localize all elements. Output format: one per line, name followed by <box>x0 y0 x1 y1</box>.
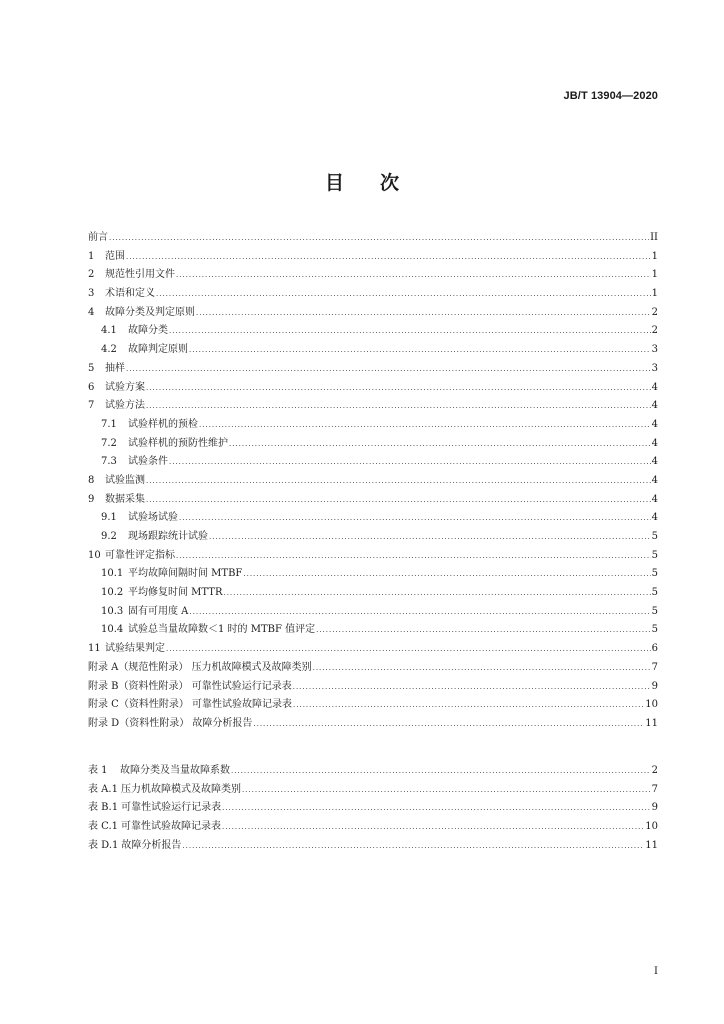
toc-entry-number: 表 B.1 <box>88 802 119 814</box>
dot-leader <box>313 659 651 678</box>
toc-entry-title <box>88 818 221 837</box>
toc-entry-number: 7 <box>88 400 95 412</box>
toc-entry[interactable] <box>88 491 658 510</box>
toc-entry[interactable] <box>88 341 658 360</box>
toc-entry-title <box>88 659 312 678</box>
toc-entry-number: 表 D.1 <box>88 839 119 851</box>
toc-entry-label: 附录 C（资料性附录） 可靠性试验故障记录表 <box>88 699 293 711</box>
toc-entry[interactable] <box>88 678 658 697</box>
toc-entry-page: 3 <box>651 344 658 356</box>
footer-page-number: I <box>654 966 658 977</box>
toc-entry-number: 8 <box>88 474 95 486</box>
dot-leader <box>146 397 651 416</box>
toc-entry[interactable] <box>88 584 658 603</box>
dot-leader <box>209 528 651 547</box>
toc-entry-number: 10 <box>88 549 101 561</box>
dot-leader <box>293 696 644 715</box>
toc-entry-number: 3 <box>88 288 95 300</box>
dot-leader <box>156 285 651 304</box>
toc-entry-page: 9 <box>651 802 658 814</box>
toc-entry-label: 术语和定义 <box>105 288 155 300</box>
toc-entry[interactable] <box>88 621 658 640</box>
toc-entry-label: 抽样 <box>105 362 125 374</box>
toc-entry-label: 试验方案 <box>105 381 145 393</box>
dot-leader <box>126 360 651 379</box>
toc-entry-page: 5 <box>651 549 658 561</box>
toc-entry-page: 4 <box>651 400 658 412</box>
toc-entry-page: 11 <box>645 717 658 729</box>
toc-entry-number: 7.1 <box>101 418 117 430</box>
toc-entry-page: 7 <box>651 661 658 673</box>
toc-entry-page: 4 <box>651 512 658 524</box>
toc-entry-title <box>88 266 175 285</box>
toc-entry[interactable] <box>88 509 658 528</box>
table-list-entry[interactable] <box>88 837 658 856</box>
toc-entry[interactable] <box>88 360 658 379</box>
toc-entry-title <box>88 547 175 566</box>
toc-entry-page: 4 <box>651 437 658 449</box>
toc-entry-label: 故障判定原则 <box>128 344 188 356</box>
dot-leader <box>222 799 651 818</box>
toc-entry-page: 10 <box>645 821 658 833</box>
toc-entry-label: 附录 B（资料性附录） 可靠性试验运行记录表 <box>88 680 292 692</box>
toc-entry-number: 1 <box>88 250 95 262</box>
dot-leader <box>176 266 651 285</box>
toc-entry-title <box>101 565 242 584</box>
toc-entry-number: 9.2 <box>101 531 117 542</box>
toc-entry-title <box>88 678 292 697</box>
toc-entry-title <box>88 837 181 856</box>
toc-entry-label: 规范性引用文件 <box>105 269 175 281</box>
toc-entry-label: 试验场试验 <box>128 512 178 524</box>
table-list-entry[interactable] <box>88 799 658 818</box>
toc-entry-title <box>101 603 188 622</box>
toc-entry[interactable] <box>88 379 658 398</box>
toc-entry-number: 表 C.1 <box>88 821 119 833</box>
toc-entry-title <box>88 379 145 398</box>
toc-entry-label: 试验样机的预防性维护 <box>128 437 228 449</box>
toc-entry-title <box>101 621 315 640</box>
table-list-entry[interactable] <box>88 762 658 781</box>
toc-entry-title <box>101 435 228 454</box>
toc-entry-title <box>88 285 155 304</box>
dot-leader <box>146 491 651 510</box>
toc-entry-page: 5 <box>651 531 658 542</box>
toc-entry-label: 数据采集 <box>105 493 145 505</box>
dot-leader <box>316 621 651 640</box>
toc-entry-title <box>88 696 292 715</box>
toc-entry-label: 可靠性试验故障记录表 <box>121 821 222 833</box>
toc-entry[interactable] <box>88 266 658 285</box>
toc-entry-page: 3 <box>651 362 658 374</box>
toc-entry-label: 范围 <box>105 250 125 262</box>
toc-entry-page: 5 <box>651 605 658 617</box>
dot-leader <box>166 640 651 659</box>
dot-leader <box>109 229 649 248</box>
toc-entry-title <box>88 360 125 379</box>
toc-entry-label: 可靠性试验运行记录表 <box>121 802 222 814</box>
toc-entry-page: 9 <box>651 680 658 692</box>
toc-entry-page: 11 <box>645 839 658 851</box>
toc-entry-title <box>101 509 178 528</box>
toc-entry-number: 表 A.1 <box>88 783 118 795</box>
table-of-contents <box>88 229 658 734</box>
toc-entry-label: 前言 <box>88 232 108 243</box>
toc-entry[interactable] <box>88 322 658 341</box>
toc-entry-page: 7 <box>651 783 658 795</box>
toc-entry-label: 平均故障间隔时间 MTBF <box>128 568 243 580</box>
toc-entry[interactable] <box>88 603 658 622</box>
toc-entry-title <box>101 322 168 341</box>
toc-entry-label: 附录 A（规范性附录） 压力机故障模式及故障类别 <box>88 661 312 673</box>
toc-entry-number: 4.1 <box>101 325 117 337</box>
toc-entry-label: 试验条件 <box>128 456 168 468</box>
toc-entry-label: 故障分析报告 <box>121 839 182 851</box>
toc-entry-title <box>88 397 145 416</box>
toc-entry-page: 4 <box>651 381 658 393</box>
dot-leader <box>189 341 651 360</box>
toc-entry-number: 表 1 <box>88 765 108 776</box>
dot-leader <box>146 472 651 491</box>
dot-leader <box>293 678 651 697</box>
toc-entry-label: 平均修复时间 MTTR <box>128 587 223 599</box>
toc-entry-page: 6 <box>651 643 658 655</box>
toc-entry-page: 1 <box>651 288 658 300</box>
toc-entry-page: 4 <box>651 474 658 486</box>
toc-entry-page: 5 <box>651 587 658 599</box>
toc-entry-label: 压力机故障模式及故障类别 <box>120 783 241 795</box>
standard-code: JB/T 13904—2020 <box>563 90 658 102</box>
toc-entry-page: 2 <box>651 765 658 776</box>
toc-entry[interactable] <box>88 285 658 304</box>
toc-entry-page: 10 <box>645 699 658 711</box>
toc-entry[interactable] <box>88 472 658 491</box>
dot-leader <box>169 322 651 341</box>
toc-entry-number: 10.4 <box>101 624 124 636</box>
dot-leader <box>199 416 651 435</box>
toc-entry-page: 1 <box>651 250 658 262</box>
toc-entry-number: 9.1 <box>101 512 117 524</box>
toc-entry-number: 11 <box>88 643 101 655</box>
toc-entry-number: 7.2 <box>101 437 117 449</box>
list-of-tables <box>88 762 658 855</box>
toc-entry-title <box>88 640 165 659</box>
table-list-entry[interactable] <box>88 818 658 837</box>
dot-leader <box>196 304 651 323</box>
toc-entry-page: 2 <box>651 325 658 337</box>
dot-leader <box>242 781 651 800</box>
toc-entry-page: 5 <box>651 624 658 636</box>
toc-entry[interactable] <box>88 528 658 547</box>
toc-entry-label: 现场跟踪统计试验 <box>128 531 208 542</box>
dot-leader <box>223 584 650 603</box>
toc-entry-label: 固有可用度 A <box>128 605 189 617</box>
dot-leader <box>253 715 644 734</box>
dot-leader <box>229 435 651 454</box>
toc-entry-number: 10.1 <box>101 568 124 580</box>
dot-leader <box>169 453 651 472</box>
toc-entry[interactable] <box>88 659 658 678</box>
table-list-entry[interactable] <box>88 781 658 800</box>
toc-entry-title <box>101 341 188 360</box>
toc-entry-label: 试验方法 <box>105 400 145 412</box>
toc-entry-page: 4 <box>651 493 658 505</box>
toc-entry-page: 4 <box>651 456 658 468</box>
toc-entry-number: 7.3 <box>101 456 117 468</box>
toc-entry-number: 5 <box>88 362 95 374</box>
toc-entry-title <box>88 304 195 323</box>
toc-entry-label: 故障分类及判定原则 <box>105 306 195 318</box>
toc-entry-title <box>88 762 230 781</box>
toc-entry[interactable] <box>88 229 658 248</box>
toc-entry-number: 10.2 <box>101 587 124 599</box>
toc-entry-label: 试验总当量故障数＜1 时的 MTBF 值评定 <box>128 624 316 636</box>
toc-entry-page: 2 <box>651 306 658 318</box>
toc-entry-page: II <box>650 232 658 243</box>
toc-entry[interactable] <box>88 565 658 584</box>
dot-leader <box>179 509 651 528</box>
toc-entry-number: 10.3 <box>101 605 124 617</box>
toc-entry-title <box>88 229 108 248</box>
toc-entry[interactable] <box>88 397 658 416</box>
toc-entry[interactable] <box>88 304 658 323</box>
toc-entry[interactable] <box>88 547 658 566</box>
toc-entry[interactable] <box>88 715 658 734</box>
toc-entry-title <box>101 584 222 603</box>
dot-leader <box>231 762 651 781</box>
toc-entry-title <box>101 416 198 435</box>
toc-entry-number: 2 <box>88 269 95 281</box>
toc-entry-title <box>88 491 145 510</box>
dot-leader <box>182 837 644 856</box>
toc-entry[interactable] <box>88 640 658 659</box>
page-title: 目次 <box>324 172 435 194</box>
toc-entry-title <box>88 781 241 800</box>
dot-leader <box>222 818 644 837</box>
toc-entry-label: 试验结果判定 <box>105 643 165 655</box>
toc-entry-label: 故障分类及当量故障系数 <box>120 765 230 776</box>
toc-entry-label: 可靠性评定指标 <box>105 549 175 561</box>
toc-entry[interactable] <box>88 248 658 267</box>
toc-entry-label: 故障分类 <box>128 325 168 337</box>
dot-leader <box>146 379 651 398</box>
toc-entry-page: 5 <box>651 568 658 580</box>
toc-entry[interactable] <box>88 453 658 472</box>
dot-leader <box>176 547 651 566</box>
toc-entry-number: 4 <box>88 306 95 318</box>
toc-entry-label: 试验监测 <box>105 474 145 486</box>
toc-entry-label: 试验样机的预检 <box>128 418 198 430</box>
toc-entry-title <box>88 248 125 267</box>
toc-entry-page: 4 <box>651 418 658 430</box>
toc-entry-page: 1 <box>651 269 658 281</box>
toc-entry-title <box>88 715 252 734</box>
dot-leader <box>126 248 651 267</box>
toc-entry[interactable] <box>88 416 658 435</box>
toc-entry[interactable] <box>88 435 658 454</box>
dot-leader <box>243 565 650 584</box>
dot-leader <box>189 603 650 622</box>
toc-entry-label: 附录 D（资料性附录） 故障分析报告 <box>88 717 253 729</box>
toc-entry-number: 6 <box>88 381 95 393</box>
toc-entry-title <box>101 528 208 547</box>
toc-entry-number: 4.2 <box>101 344 117 356</box>
toc-entry-title <box>101 453 168 472</box>
toc-entry-title <box>88 799 221 818</box>
toc-entry-number: 9 <box>88 493 95 505</box>
toc-entry[interactable] <box>88 696 658 715</box>
toc-entry-title <box>88 472 145 491</box>
